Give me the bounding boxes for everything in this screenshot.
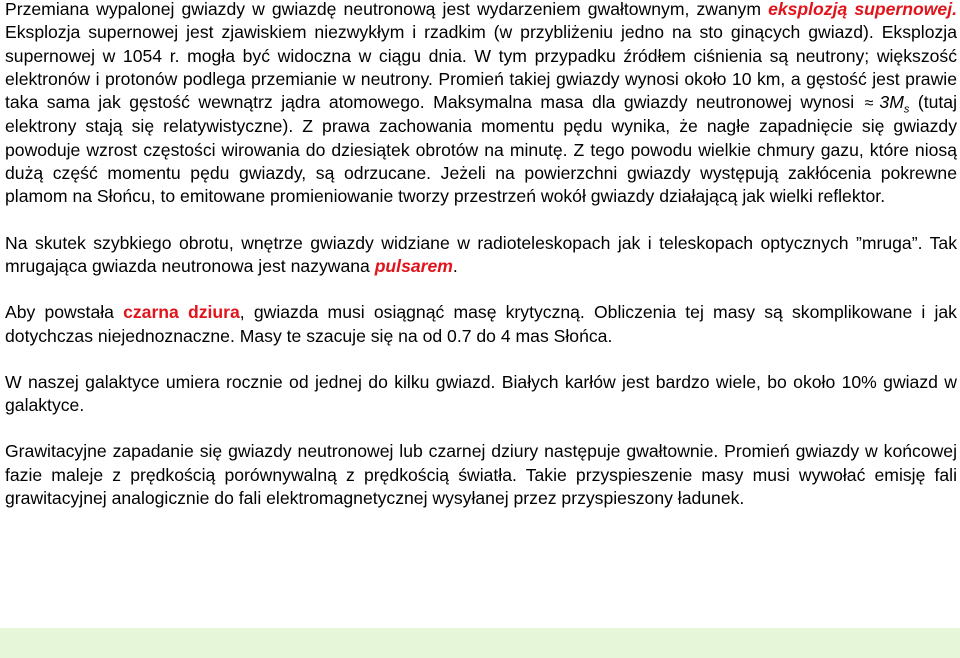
paragraph-text: (tutaj elektrony stają się relatywistyczne). Z prawa zachowania momentu pędu wynika, że nagłe zapadnięcie się gwiazdy powoduje wzrost częstości wirowania do dziesiątek obrotów na minutę. Z tego powodu wielkie chmury gazu, które niosą dużą część momentu pędu gwiazdy, są odrzucane. Jeżeli na powierzchni gwiazdy występują zakłócenia pokrewne plamom na Słońcu, to emitowane promieniowanie tworzy przestrzeń wokół gwiazdy działającą jak wielki reflektor. (5, 92, 957, 207)
paragraph-gravitational-waves: Grawitacyjne zapadanie się gwiazdy neutronowej lub czarnej dziury następuje gwałtownie. Promień gwiazdy w końcowej fazie maleje z prędkością porównywalną z prędkością światła. Takie przyspieszenie masy musi wywołać emisję fali grawitacyjnej analogicznie do fali elektromagnetycznej wysyłanej przez przyspieszony ładunek. (5, 441, 957, 509)
term-black-hole: czarna dziura (123, 302, 240, 323)
paragraph-pulsar (5, 232, 957, 279)
paragraph-text: Eksplozja supernowej jest zjawiskiem niezwykłym i rzadkim (w przybliżeniu jedno na sto ginących gwiazd). Eksplozja supernowej w 1054 r. mogła być widoczna w ciągu dnia. W tym przypadku źródłem ciśnienia są neutrony; większość elektronów i protonów podlega przemianie w neutrony. Promień takiej gwiazdy wynosi około 10 km, a gęstość jest prawie taka sama jak gęstość wewnątrz jądra atomowego. Maksymalna masa dla gwiazdy neutronowej wynosi (5, 22, 957, 113)
paragraph-text: . (452, 255, 458, 276)
paragraph-text: , gwiazda musi osiągnąć masę krytyczną. Obliczenia tej masy są skomplikowane i jak dotychczas niejednoznaczne. Masy te szacuje się na od 0.7 do 4 mas Słońca. (5, 302, 957, 346)
mass-subscript: s (903, 103, 910, 116)
paragraph-text: Aby powstała (5, 302, 124, 323)
term-pulsar: pulsarem (374, 255, 453, 276)
paragraph-supernova (5, 0, 957, 209)
approx-symbol: ≈ (864, 95, 874, 113)
paragraph-text: Przemiana wypalonej gwiazdy w gwiazdę neutronową jest wydarzeniem gwałtownym, zwanym (5, 0, 769, 19)
paragraph-black-hole (5, 301, 957, 348)
document-body (5, 0, 957, 510)
mass-value: 3M (879, 92, 904, 113)
paragraph-text: Na skutek szybkiego obrotu, wnętrze gwiazdy widziane w radioteleskopach jak i teleskopach optycznych ”mruga”. Tak mrugająca gwiazda neutronowa jest nazywana (5, 232, 957, 276)
mass-formula (879, 92, 910, 116)
footer-band (0, 628, 960, 658)
term-supernova-explosion: eksplozją supernowej. (768, 0, 957, 19)
paragraph-galaxy: W naszej galaktyce umiera rocznie od jednej do kilku gwiazd. Białych karłów jest bardzo wiele, bo około 10% gwiazd w galaktyce. (5, 371, 957, 416)
